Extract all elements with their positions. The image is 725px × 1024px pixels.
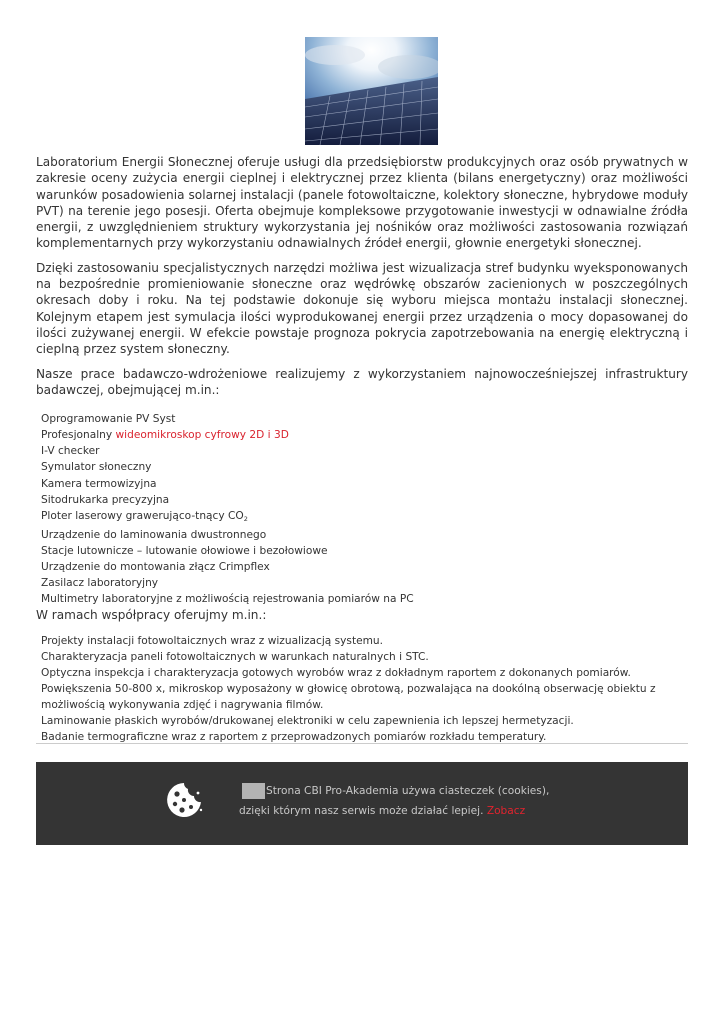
list-item: Urządzenie do montowania złącz Crimpflex: [41, 561, 270, 573]
cookie-icon: [164, 780, 204, 820]
list-item: Laminowanie płaskich wyrobów/drukowanej elektroniki w celu zapewnienia ich lepszej hermetyzacji.: [41, 715, 574, 728]
cookie-line-2: dzięki którym nasz serwis może działać lepiej. Zobacz: [239, 805, 526, 817]
list-item: Ploter laserowy grawerująco-tnący $CO_2$: [41, 509, 248, 523]
cookie-line-1: Strona CBI Pro-Akademia używa ciasteczek (cookies),: [266, 785, 550, 797]
equipment-list: [36, 411, 688, 607]
intro-paragraph: Laboratorium Energii Słonecznej oferuje usługi dla przedsiębiorstw produkcyjnych oraz osób prywatnych w zakresie oceny zużycia energii cieplnej i elektrycznej przez klienta (bilans energetyczny) oraz możliwości warunków posadowienia solarnej instalacji (panele fotowoltaiczne, kolektory słoneczne, hybrydowe moduły PVT) na terenie jego posesji. Oferta obejmuje kompleksowe przygotowanie inwestycji w odnawialne źródła energii, z uwzględnieniem struktury wykorzystania jej nośników oraz możliwości zastosowania rozwiązań komplementarnych przy wykorzystaniu odnawialnych źródeł energii, głownie energetyki słonecznej.: [36, 155, 688, 251]
list-item: Multimetry laboratoryjne z możliwością rejestrowania pomiarów na PC: [41, 593, 414, 606]
list-item: Badanie termograficzne wraz z raportem z przeprowadzonych pomiarów rozkładu temperatury.: [41, 731, 547, 744]
list-item: Profesjonalny wideomikroskop cyfrowy 2D i 3D: [41, 429, 289, 442]
list-item: Charakteryzacja paneli fotowoltaicznych w warunkach naturalnych i STC.: [41, 650, 429, 663]
list-item: Zasilacz laboratoryjny: [41, 577, 159, 590]
list-item: Kamera termowizyjna: [41, 477, 157, 490]
videomicroscope-link[interactable]: wideomikroskop cyfrowy 2D i 3D: [115, 429, 289, 442]
list-item: Stacje lutownicze – lutowanie ołowiowe i bezołowiowe: [41, 544, 328, 557]
cooperation-list: [36, 633, 688, 746]
divider: [36, 743, 688, 744]
list-item: Urządzenie do laminowania dwustronnego: [41, 528, 267, 541]
infrastructure-intro: Nasze prace badawczo-wdrożeniowe realizujemy z wykorzystaniem najnowocześniejszej infrastruktury badawczej, obejmującej m.in.:: [36, 366, 688, 397]
cookie-more-link[interactable]: Zobacz: [486, 805, 526, 817]
list-item: Oprogramowanie PV Syst: [41, 413, 176, 426]
tools-paragraph: Dzięki zastosowaniu specjalistycznych narzędzi możliwa jest wizualizacja stref budynku wyeksponowanych na bezpośrednie promieniowanie słoneczne oraz wędrówkę obszarów zacienionych w poszczególnych okresach doby i roku. Na tej podstawie dokonuje się wyboru miejsca montażu instalacji słonecznej. Kolejnym etapem jest symulacja ilości wyprodukowanej energii przez urządzenia o mocy dopasowanej do ilości zużywanej energii. W efekcie powstaje prognoza pokrycia zapotrzebowania na energię elektryczną i cieplną przez system słoneczny.: [36, 260, 688, 357]
cookie-banner: [36, 762, 688, 845]
main-content: [36, 154, 688, 745]
list-item: Optyczna inspekcja i charakteryzacja gotowych wyrobów wraz z dokładnym raportem z dokonanych pomiarów. Powiększenia 50-800 x, mikroskop wyposażony w głowicę obrotową, pozwalająca na dookólną obserwację obiektu z możliwością wykonywania zdjęć i nagrywania filmów.: [41, 666, 656, 711]
list-item: Sitodrukarka precyzyjna: [41, 493, 170, 506]
cookie-message: [239, 781, 659, 821]
list-item: Projekty instalacji fotowoltaicznych wraz z wizualizacją systemu.: [41, 634, 384, 647]
list-item: I-V checker: [41, 445, 100, 458]
solar-panels-image: [305, 37, 438, 145]
list-item: Symulator słoneczny: [41, 461, 152, 474]
cooperation-heading: W ramach współpracy oferujmy m.in.:: [36, 608, 267, 623]
